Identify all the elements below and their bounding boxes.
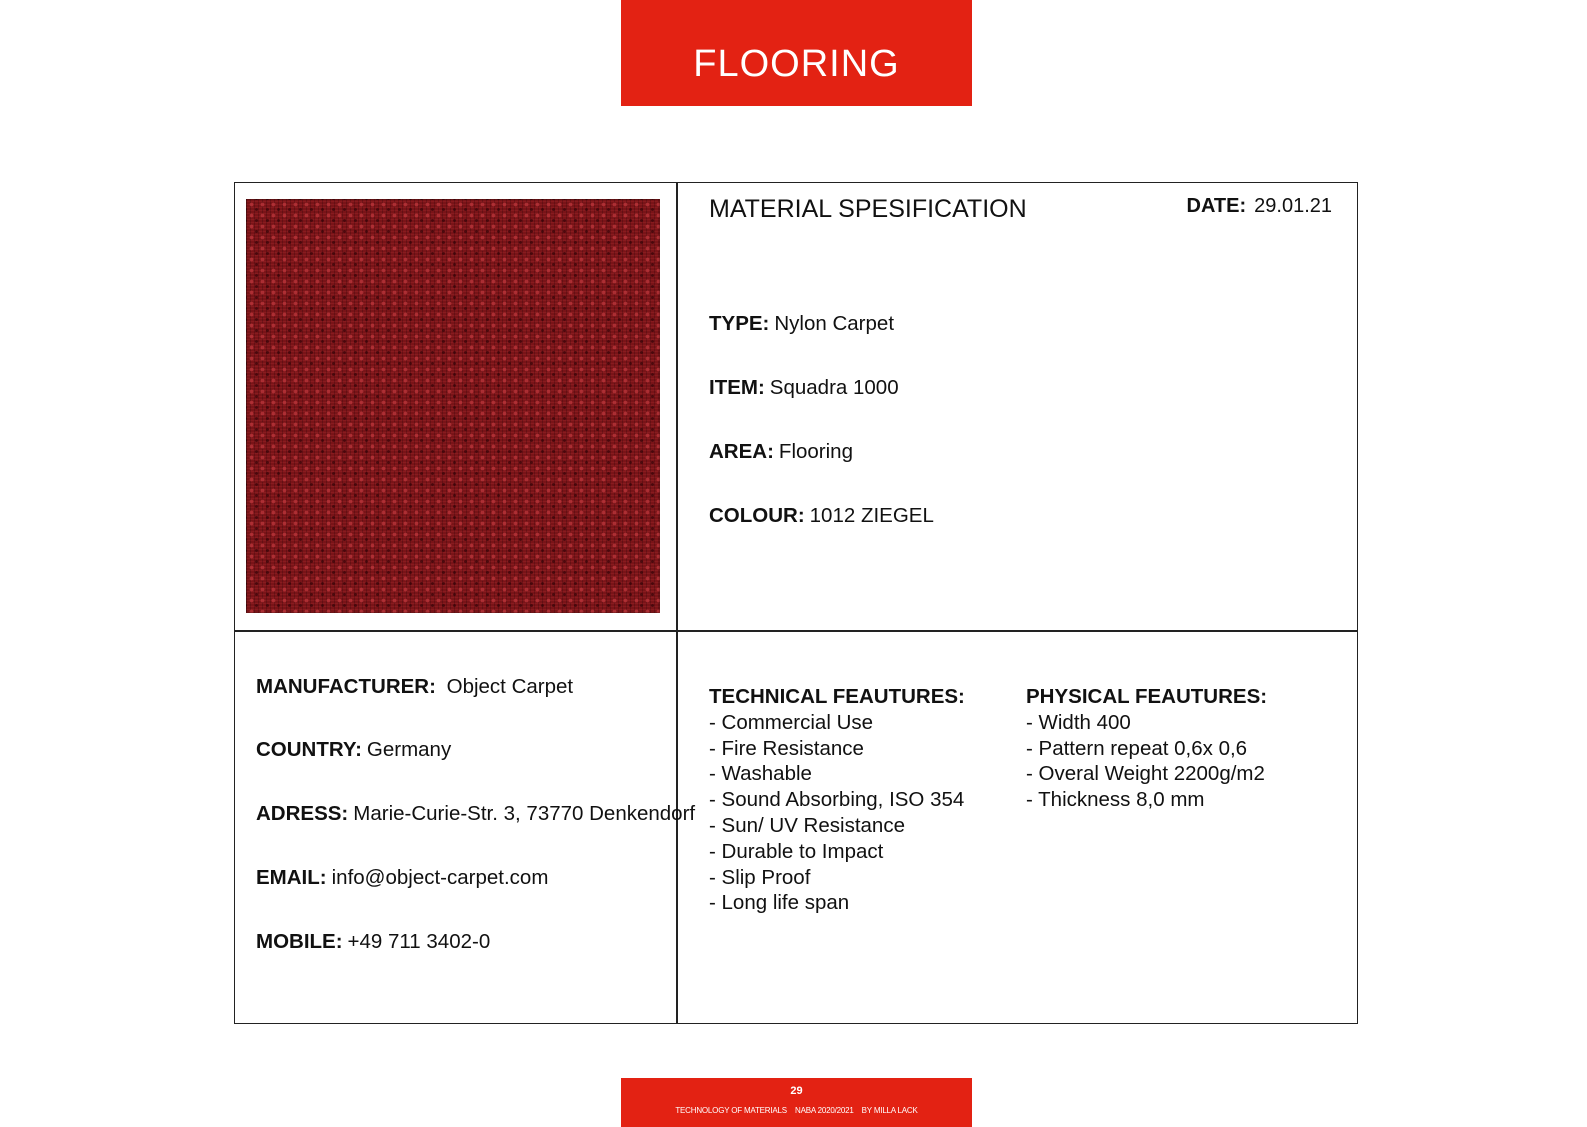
field-value: info@object-carpet.com xyxy=(331,866,549,889)
field-label: ITEM: xyxy=(709,376,765,399)
page-title: FLOORING xyxy=(621,0,972,106)
list-item: - Long life span xyxy=(709,891,850,915)
field-label: COLOUR: xyxy=(709,504,805,527)
page-number: 29 xyxy=(790,1085,803,1097)
date-row xyxy=(1187,195,1332,218)
field-label: AREA: xyxy=(709,440,774,463)
field-label: MANUFACTURER: xyxy=(256,675,436,698)
carpet-swatch-image xyxy=(246,199,660,613)
field-label: COUNTRY: xyxy=(256,738,362,761)
supplier-country xyxy=(256,738,451,762)
field-area xyxy=(709,440,853,464)
field-item xyxy=(709,376,899,400)
supplier-mobile xyxy=(256,930,490,954)
list-item: - Pattern repeat 0,6x 0,6 xyxy=(1026,736,1248,760)
technical-features xyxy=(709,684,965,916)
field-type xyxy=(709,312,894,336)
list-item: - Overal Weight 2200g/m2 xyxy=(1026,762,1265,786)
list-item: - Commercial Use xyxy=(709,710,874,734)
field-value: Object Carpet xyxy=(440,675,574,698)
field-label: EMAIL: xyxy=(256,866,327,889)
field-label: TYPE: xyxy=(709,312,770,335)
field-label: MOBILE: xyxy=(256,930,343,953)
list-item: - Slip Proof xyxy=(709,865,811,889)
technical-features-heading: TECHNICAL FEAUTURES: xyxy=(709,685,965,708)
supplier-manufacturer xyxy=(256,675,573,699)
field-value: Nylon Carpet xyxy=(774,312,895,335)
field-value: Marie-Curie-Str. 3, 73770 Denkendorf xyxy=(353,802,696,825)
date-label: DATE: xyxy=(1186,195,1247,217)
physical-features-heading: PHYSICAL FEAUTURES: xyxy=(1026,685,1268,708)
date-value: 29.01.21 xyxy=(1254,195,1332,217)
column-divider xyxy=(676,183,678,1023)
physical-features xyxy=(1026,684,1267,813)
supplier-email xyxy=(256,866,548,890)
field-value: +49 711 3402-0 xyxy=(347,930,491,953)
field-value: 1012 ZIEGEL xyxy=(809,504,934,527)
page-footer xyxy=(621,1078,972,1127)
field-label: ADRESS: xyxy=(256,802,349,825)
list-item: - Durable to Impact xyxy=(709,839,884,863)
field-value: Squadra 1000 xyxy=(769,376,899,399)
field-value: Flooring xyxy=(778,440,853,463)
row-divider xyxy=(235,630,1357,632)
list-item: - Thickness 8,0 mm xyxy=(1026,788,1205,812)
supplier-address xyxy=(256,802,695,826)
list-item: - Width 400 xyxy=(1026,710,1131,734)
list-item: - Washable xyxy=(709,762,812,786)
list-item: - Fire Resistance xyxy=(709,736,864,760)
field-colour xyxy=(709,504,934,528)
footer-credits: TECHNOLOGY OF MATERIALS NABA 2020/2021 BY MILLA LACK xyxy=(675,1106,918,1115)
list-item: - Sound Absorbing, ISO 354 xyxy=(709,788,965,812)
material-spec-sheet xyxy=(234,182,1358,1024)
field-value: Germany xyxy=(366,738,452,761)
spec-title: MATERIAL SPESIFICATION xyxy=(709,195,1027,223)
list-item: - Sun/ UV Resistance xyxy=(709,813,905,837)
